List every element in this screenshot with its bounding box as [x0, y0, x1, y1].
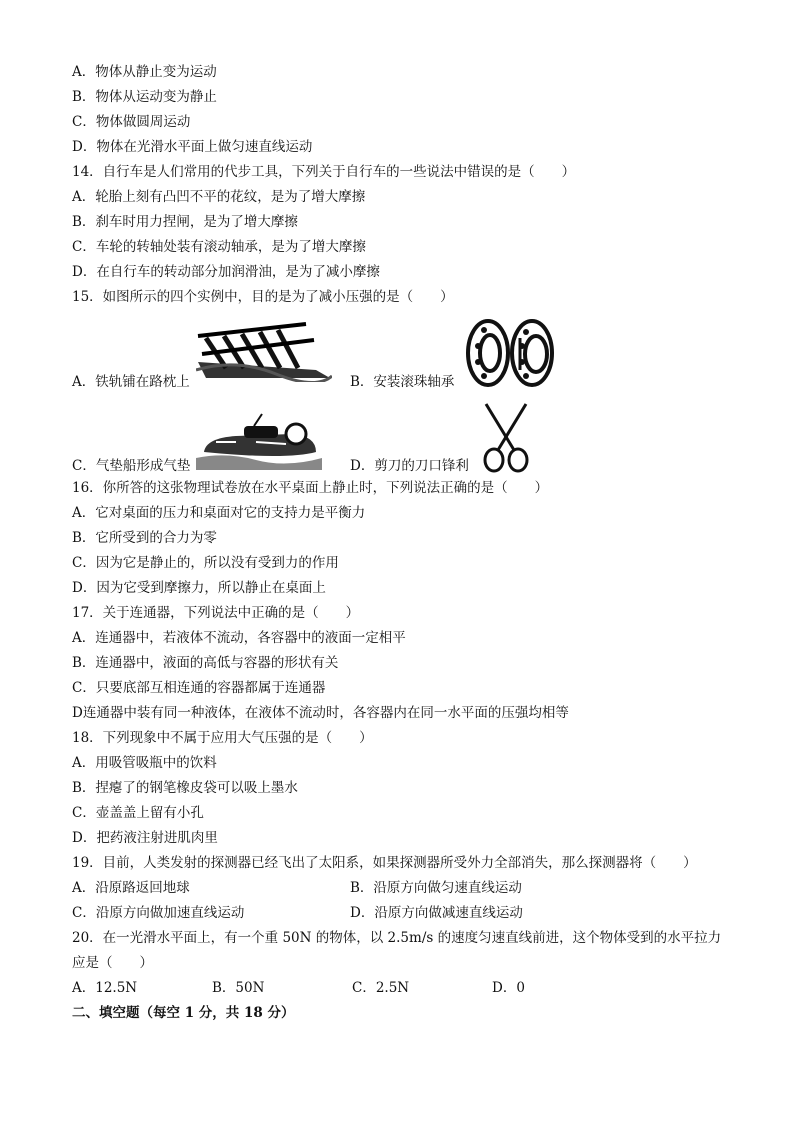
q16-option-d: D．因为它受到摩擦力，所以静止在桌面上 — [72, 580, 326, 596]
q19-stem: 19．目前，人类发射的探测器已经飞出了太阳系，如果探测器所受外力全部消失，那么探测器将（ ） — [72, 855, 697, 871]
q17-option-d: D连通器中装有同一种液体，在液体不流动时，各容器内在同一水平面的压强均相等 — [72, 705, 569, 721]
q18-option-a: A．用吸管吸瓶中的饮料 — [72, 755, 217, 771]
q19-option-a: A．沿原路返回地球 — [72, 880, 190, 896]
q14-option-d: D．在自行车的转动部分加润滑油，是为了减小摩擦 — [72, 264, 380, 280]
q20-stem-line2: 应是（ ） — [72, 955, 153, 971]
q16-stem: 16．你所答的这张物理试卷放在水平桌面上静止时，下列说法正确的是（ ） — [72, 480, 549, 496]
q17-option-c: C．只要底部互相连通的容器都属于连通器 — [72, 680, 326, 696]
q15-option-b: B．安装滚珠轴承 — [350, 374, 455, 390]
q16-option-a: A．它对桌面的压力和桌面对它的支持力是平衡力 — [72, 505, 366, 521]
q20-option-a: A．12.5N — [72, 980, 138, 996]
q17-stem: 17．关于连通器，下列说法中正确的是（ ） — [72, 605, 360, 621]
railway-track-image — [196, 318, 332, 382]
q14-stem: 14．自行车是人们常用的代步工具，下列关于自行车的一些说法中错误的是（ ） — [72, 164, 576, 180]
q17-option-b: B．连通器中，液面的高低与容器的形状有关 — [72, 655, 339, 671]
q20-option-b: B．50N — [212, 980, 265, 996]
q18-stem: 18．下列现象中不属于应用大气压强的是（ ） — [72, 730, 373, 746]
q13-option-a: A．物体从静止变为运动 — [72, 64, 217, 80]
q15-option-a: A．铁轨铺在路枕上 — [72, 374, 190, 390]
q13-option-d: D．物体在光滑水平面上做匀速直线运动 — [72, 139, 313, 155]
q20-option-c: C．2.5N — [352, 980, 410, 996]
q20-option-d: D．0 — [492, 980, 525, 996]
q13-option-b: B．物体从运动变为静止 — [72, 89, 217, 105]
q19-option-c: C．沿原方向做加速直线运动 — [72, 905, 245, 921]
q18-option-c: C．壶盖盖上留有小孔 — [72, 805, 204, 821]
q17-option-a: A．连通器中，若液体不流动，各容器中的液面一定相平 — [72, 630, 406, 646]
q15-option-d: D．剪刀的刀口锋利 — [350, 458, 469, 474]
q14-option-c: C．车轮的转轴处装有滚动轴承，是为了增大摩擦 — [72, 239, 366, 255]
q19-option-d: D．沿原方向做减速直线运动 — [350, 905, 523, 921]
q14-option-b: B．刹车时用力捏闸，是为了增大摩擦 — [72, 214, 298, 230]
hovercraft-image — [196, 412, 322, 470]
q16-option-b: B．它所受到的合力为零 — [72, 530, 217, 546]
q18-option-b: B．捏瘪了的钢笔橡皮袋可以吸上墨水 — [72, 780, 298, 796]
ball-bearing-image — [466, 318, 556, 388]
q14-option-a: A．轮胎上刻有凸凹不平的花纹，是为了增大摩擦 — [72, 189, 366, 205]
q19-option-b: B．沿原方向做匀速直线运动 — [350, 880, 522, 896]
q20-stem-line1: 20．在一光滑水平面上，有一个重 50N 的物体，以 2.5m/s 的速度匀速直线前进，这个物体受到的水平拉力 — [72, 930, 722, 946]
section2-title: 二、填空题（每空 1 分，共 18 分） — [72, 1005, 295, 1021]
q15-option-c: C．气垫船形成气垫 — [72, 458, 191, 474]
q15-stem: 15．如图所示的四个实例中，目的是为了减小压强的是（ ） — [72, 289, 454, 305]
q18-option-d: D．把药液注射进肌肉里 — [72, 830, 218, 846]
q16-option-c: C．因为它是静止的，所以没有受到力的作用 — [72, 555, 339, 571]
q13-option-c: C．物体做圆周运动 — [72, 114, 191, 130]
scissors-image — [480, 402, 532, 474]
